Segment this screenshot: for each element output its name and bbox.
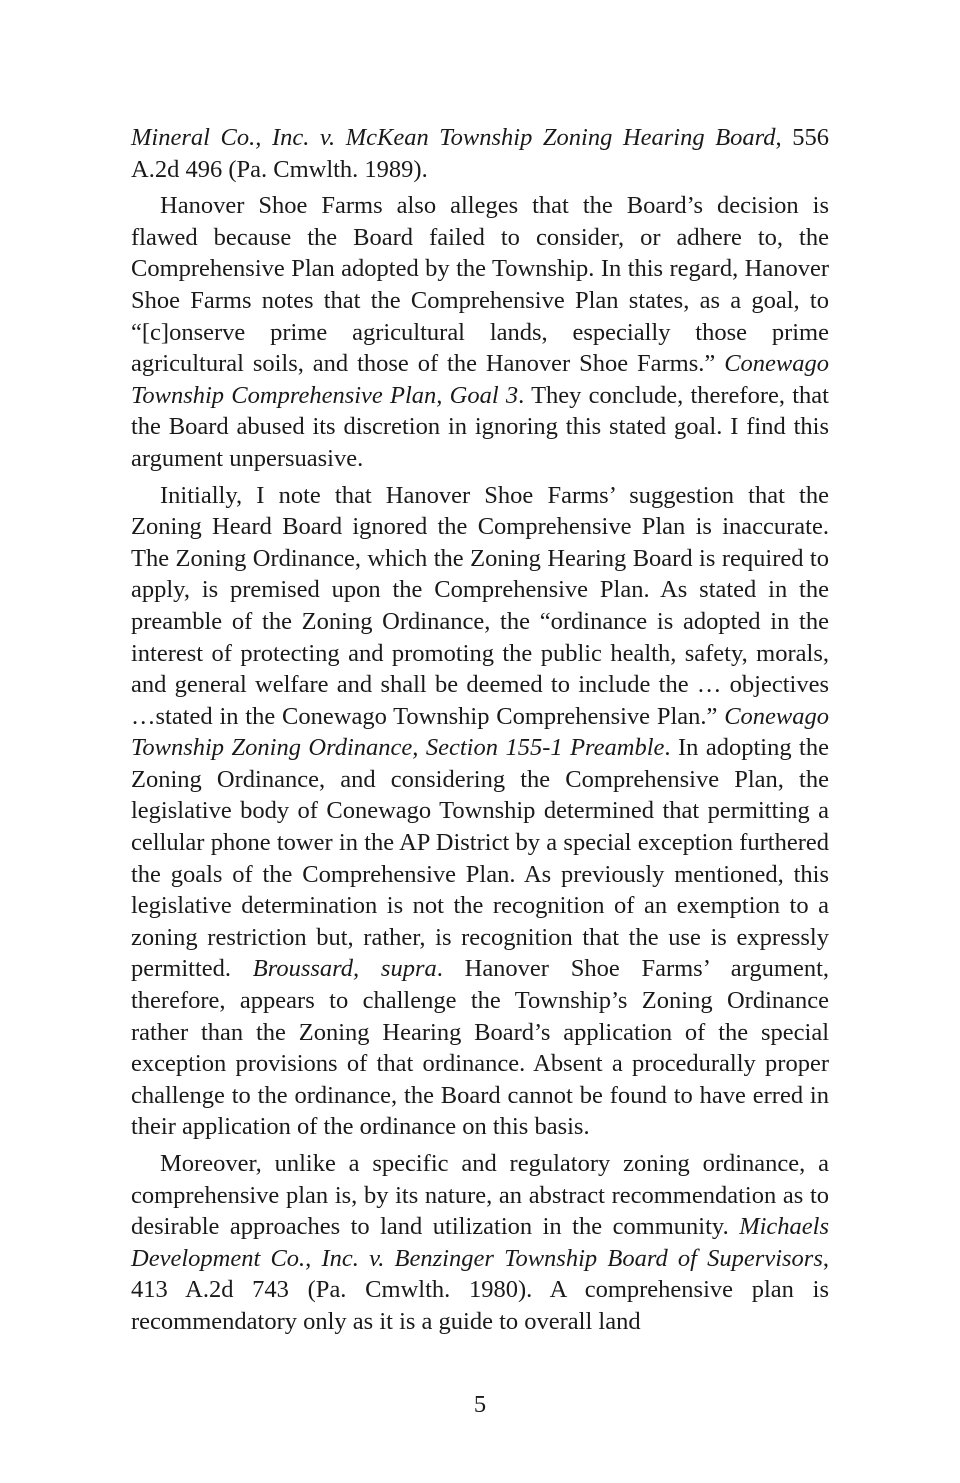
paragraph-4 [131, 1148, 829, 1338]
paragraph-text: Initially, I note that Hanover Shoe Farms’ suggestion that the Zoning Heard Board ignored the Comprehensive Plan is inaccurate. The Zoning Ordinance, which the Zoning Hearing Board is required to apply, is premised upon the Comprehensive Plan. As stated in the preamble of the Zoning Ordinance, the “ordinance is adopted in the interest of protecting and promoting the public health, safety, morals, and general welfare and shall be deemed to include the … objectives …stated in the Conewago Township Comprehensive Plan.” [131, 481, 829, 730]
case-citation: Michaels Development Co., Inc. v. Benzinger Township Board of Supervisors [131, 1213, 829, 1272]
case-citation: Broussard, supra [252, 955, 437, 983]
paragraph-text: Moreover, unlike a specific and regulatory zoning ordinance, a comprehensive plan is, by its nature, an abstract recommendation as to desirable approaches to land utilization in the community. [131, 1150, 829, 1241]
paragraph-text: Hanover Shoe Farms also alleges that the Board’s decision is flawed because the Board failed to consider, or adhere to, the Comprehensive Plan adopted by the Township. In this regard, Hanover Shoe Farms notes that the Comprehensive Plan states, as a goal, to “[c]onserve prime agricultural lands, especially those prime agricultural soils, and those of the Hanover Shoe Farms.” [131, 192, 829, 378]
paragraph-3 [131, 480, 829, 1143]
paragraph-1 [131, 122, 829, 185]
paragraph-text: , 556 A.2d 496 (Pa. Cmwlth. 1989). [131, 124, 830, 183]
case-citation: Mineral Co., Inc. v. McKean Township Zoning Hearing Board [131, 124, 776, 151]
ordinance-citation: Conewago Township Zoning Ordinance, Section 155-1 Preamble [131, 702, 829, 762]
paragraph-text: . In adopting the Zoning Ordinance, and considering the Comprehensive Plan, the legislative body of Conewago Township determined that permitting a cellular phone tower in the AP District by a special exception furthered the goals of the Comprehensive Plan. As previously mentioned, this legislative determination is not the recognition of an exemption to a zoning restriction but, rather, is recognition that the use is expressly permitted. [131, 734, 829, 983]
plan-citation: Conewago Township Comprehensive Plan, Goal 3 [131, 350, 829, 409]
paragraph-text: . Hanover Shoe Farms’ argument, therefore, appears to challenge the Township’s Zoning Ordinance rather than the Zoning Hearing Board’s application of the special exception provisions of that ordinance. Absent a procedurally proper challenge to the ordinance, the Board cannot be found to have erred in their application of the ordinance on this basis. [131, 955, 829, 1141]
paragraph-2 [131, 190, 829, 474]
paragraph-text: . They conclude, therefore, that the Board abused its discretion in ignoring this stated goal. I find this argument unpersuasive. [131, 381, 829, 472]
page-number: 5 [473, 1391, 487, 1418]
page-body [131, 122, 829, 1343]
paragraph-text: , 413 A.2d 743 (Pa. Cmwlth. 1980). A comprehensive plan is recommendatory only as it is a guide to overall land [131, 1244, 829, 1335]
